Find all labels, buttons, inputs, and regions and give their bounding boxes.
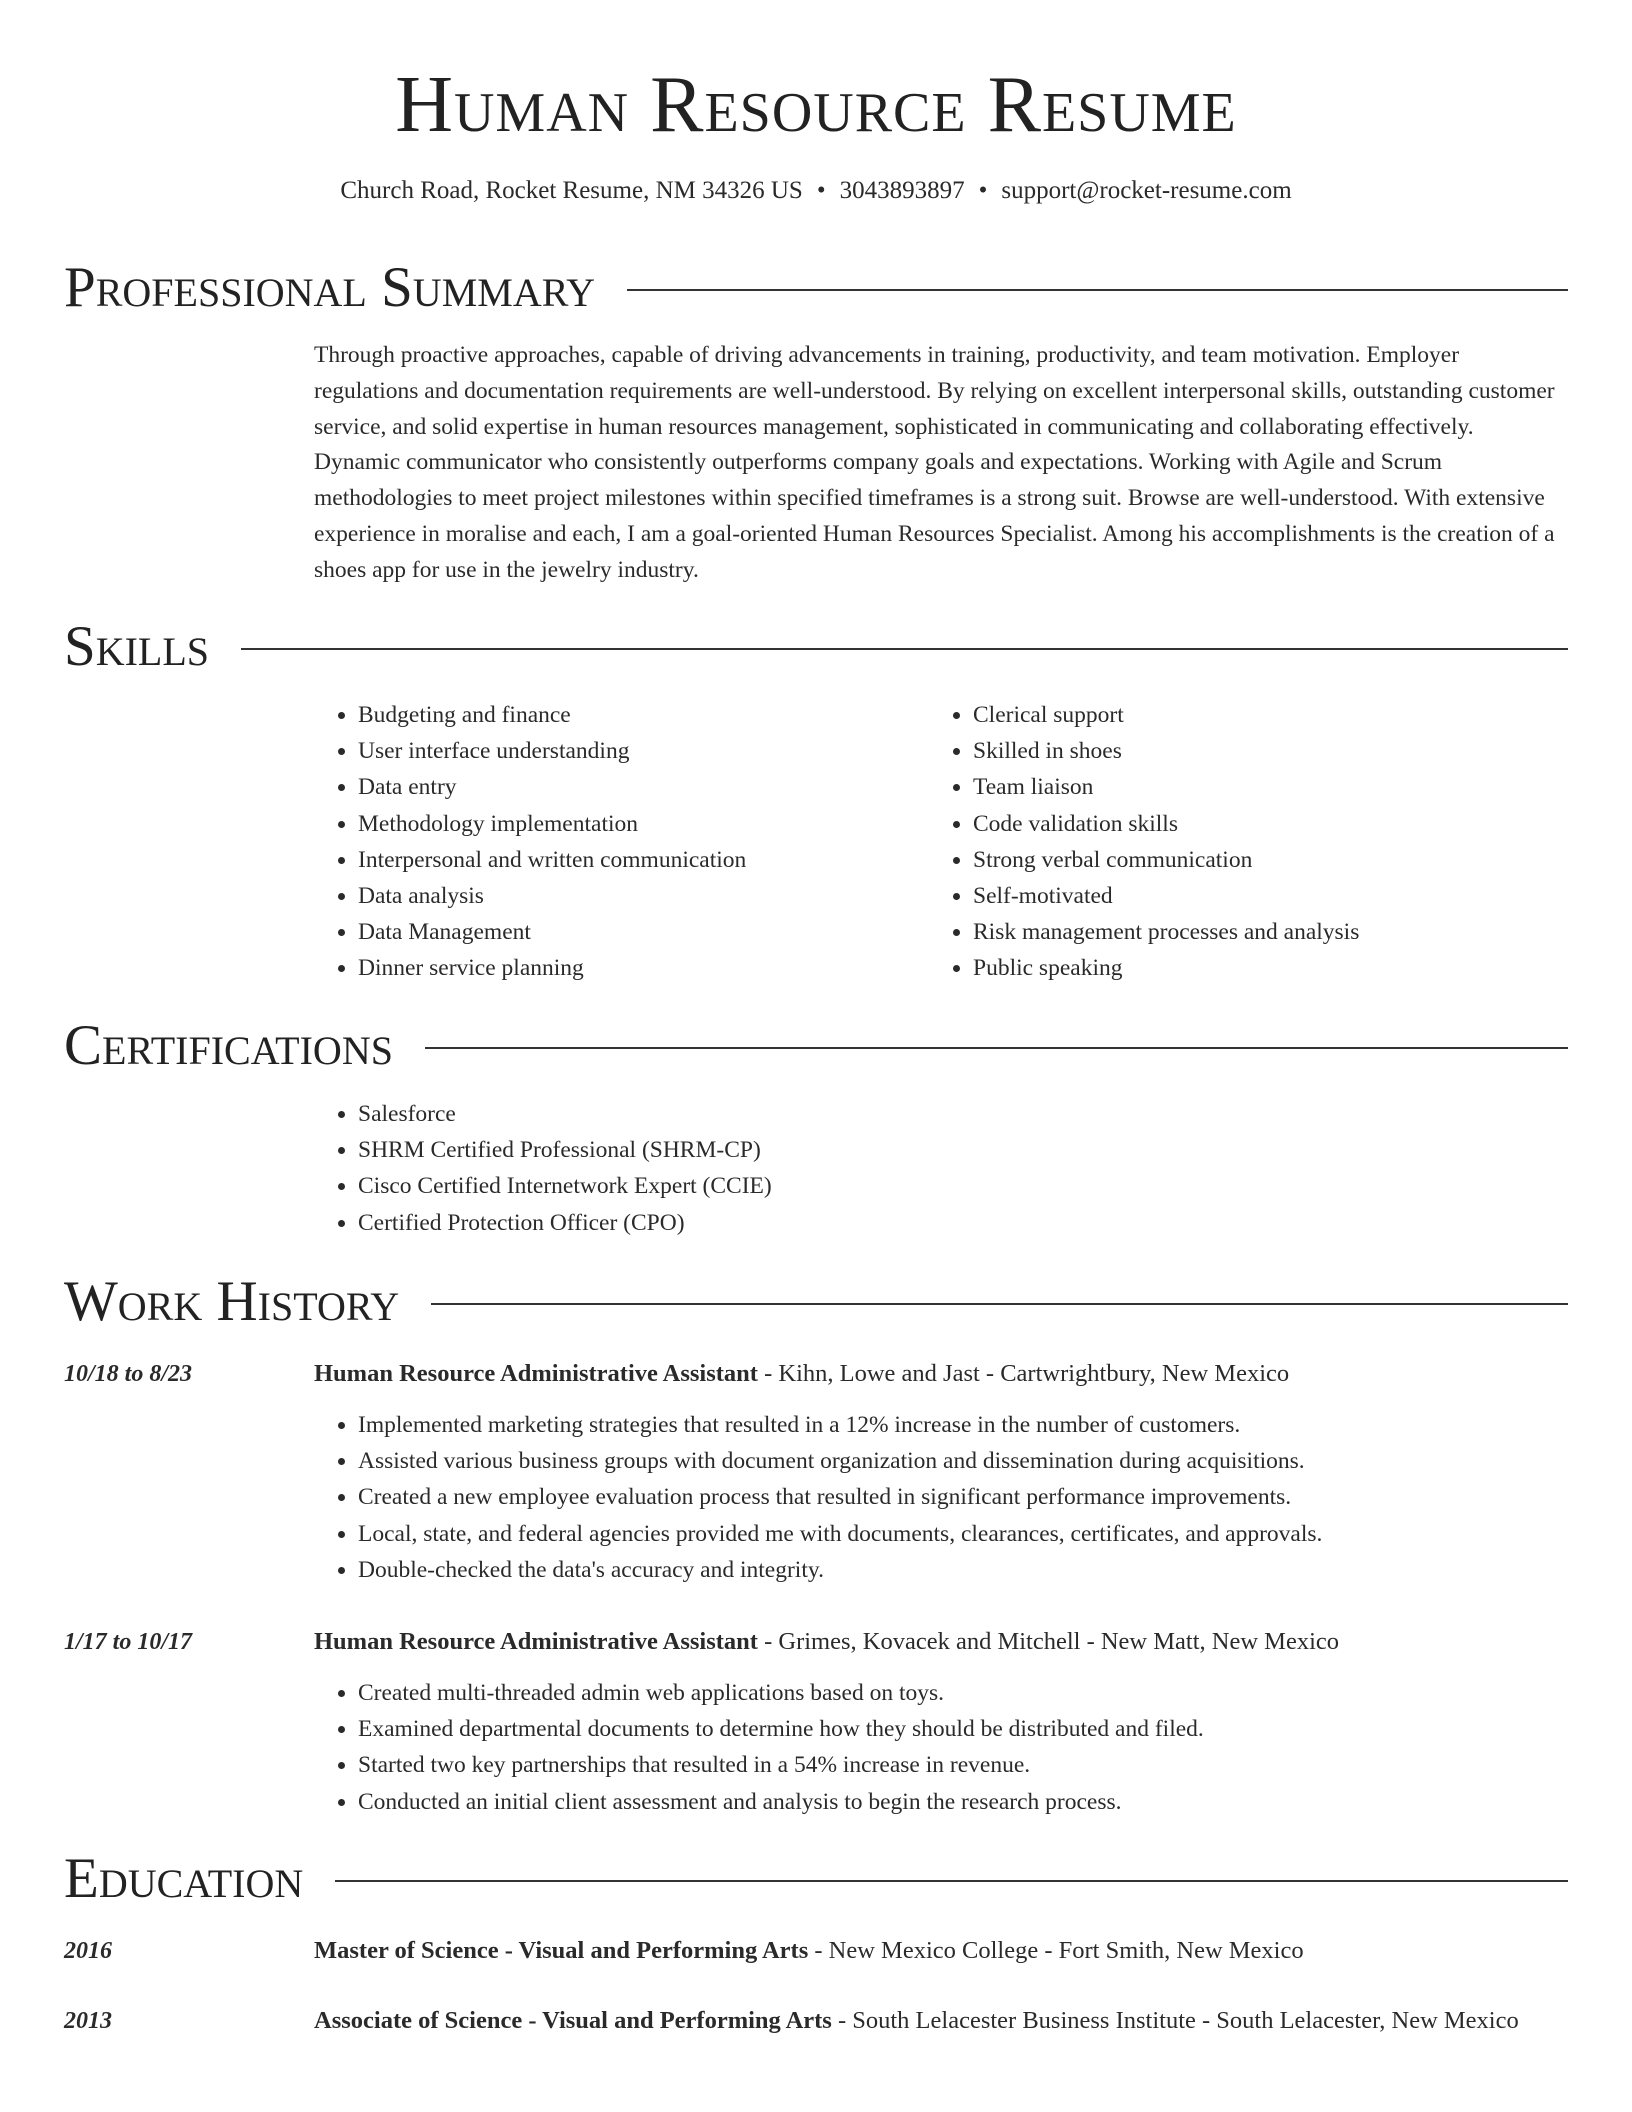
skills-list-left [314, 697, 918, 987]
list-item: • SHRM Certified Professional (SHRM-CP) [358, 1132, 1598, 1168]
list-item: • Started two key partnerships that resulted in a 54% increase in revenue. [358, 1747, 1608, 1783]
job-title-line [314, 1354, 1564, 1394]
job-employer: - Grimes, Kovacek and Mitchell - New Matt, New Mexico [757, 1628, 1339, 1655]
list-item: • Local, state, and federal agencies provided me with documents, clearances, certificates, and approvals. [358, 1516, 1608, 1552]
list-item: • Cisco Certified Internetwork Expert (CCIE) [358, 1168, 1598, 1204]
section-title: Work History [64, 1270, 400, 1333]
section-title: Skills [64, 615, 210, 678]
summary-text: Through proactive approaches, capable of driving advancements in training, productivity, and team motivation. Employer regulations and documentation requirements are well-understood. By relying on excellent interpersonal skills, outstanding customer service, and solid expertise in human resources management, sophisticated in communicating and collaborating effectively. Dynamic communicator who consistently outperforms company goals and expectations. Working with Agile and Scrum methodologies to meet project milestones within specified timeframes is a strong suit. Browse are well-understood. With extensive experience in moralise and each, I am a goal-oriented Human Resources Specialist. Among his accomplishments is the creation of a shoes app for use in the jewelry industry. [314, 342, 1555, 583]
section-divider [431, 1303, 1568, 1305]
section-heading-certifications [64, 1011, 1568, 1081]
section-title: Education [64, 1847, 304, 1910]
section-heading-education [64, 1844, 1568, 1914]
list-item: • Assisted various business groups with document organization and dissemination during acquisitions. [358, 1443, 1608, 1479]
section-title: Certifications [64, 1014, 393, 1077]
list-item: • Budgeting and finance [358, 697, 918, 733]
job-dates: 10/18 to 8/23 [64, 1361, 193, 1387]
section-divider [241, 648, 1568, 650]
job-bullets [314, 1675, 1608, 1820]
job-employer: - Kihn, Lowe and Jast - Cartwrightbury, New Mexico [757, 1360, 1290, 1387]
education-year: 2013 [64, 2008, 112, 2034]
job-title: Human Resource Administrative Assistant [314, 1628, 758, 1655]
list-item: • Team liaison [973, 769, 1593, 805]
section-divider [627, 289, 1568, 291]
skills-list-right [929, 697, 1593, 987]
education-school: - New Mexico College - Fort Smith, New Mexico [808, 1937, 1304, 1964]
contact-line [0, 174, 1632, 208]
job-dates: 1/17 to 10/17 [64, 1629, 193, 1655]
list-item: • Created a new employee evaluation process that resulted in significant performance improvements. [358, 1479, 1608, 1515]
list-item: • Skilled in shoes [973, 733, 1593, 769]
education-school: - South Lelacester Business Institute - South Lelacester, New Mexico [831, 2007, 1519, 2034]
list-item: • Double-checked the data's accuracy and integrity. [358, 1552, 1608, 1588]
job-title-line [314, 1622, 1564, 1662]
education-degree: Master of Science - Visual and Performing Arts [314, 1937, 809, 1964]
section-heading-work [64, 1267, 1568, 1337]
contact-separator: • [816, 177, 826, 204]
list-item: • Self-motivated [973, 878, 1593, 914]
section-heading-summary [64, 253, 1568, 323]
contact-separator: • [978, 177, 988, 204]
education-line [314, 1931, 1564, 1971]
list-item: • Risk management processes and analysis [973, 914, 1593, 950]
section-divider [335, 1880, 1568, 1882]
education-line [314, 2001, 1564, 2041]
list-item: • Salesforce [358, 1096, 1598, 1132]
list-item: • User interface understanding [358, 733, 918, 769]
list-item: • Data analysis [358, 878, 918, 914]
education-year: 2016 [64, 1938, 112, 1964]
list-item: • Strong verbal communication [973, 842, 1593, 878]
list-item: • Methodology implementation [358, 806, 918, 842]
list-item: • Implemented marketing strategies that resulted in a 12% increase in the number of customers. [358, 1407, 1608, 1443]
list-item: • Examined departmental documents to determine how they should be distributed and filed. [358, 1711, 1608, 1747]
contact-phone[interactable]: 3043893897 [839, 177, 965, 204]
list-item: • Clerical support [973, 697, 1593, 733]
job-bullets [314, 1407, 1608, 1588]
resume-name: Human Resource Resume [395, 61, 1237, 149]
section-title: Professional Summary [64, 256, 596, 319]
contact-email[interactable]: support@rocket-resume.com [1001, 177, 1292, 204]
list-item: • Code validation skills [973, 806, 1593, 842]
section-divider [425, 1047, 1568, 1049]
contact-address: Church Road, Rocket Resume, NM 34326 US [340, 177, 803, 204]
section-heading-skills [64, 612, 1568, 682]
job-title: Human Resource Administrative Assistant [314, 1360, 758, 1387]
list-item: • Public speaking [973, 950, 1593, 986]
list-item: • Created multi-threaded admin web applications based on toys. [358, 1675, 1608, 1711]
education-degree: Associate of Science - Visual and Performing Arts [314, 2007, 832, 2034]
list-item: • Interpersonal and written communication [358, 842, 918, 878]
list-item: • Certified Protection Officer (CPO) [358, 1205, 1598, 1241]
list-item: • Dinner service planning [358, 950, 918, 986]
certifications-list [314, 1096, 1598, 1241]
list-item: • Conducted an initial client assessment and analysis to begin the research process. [358, 1784, 1608, 1820]
list-item: • Data entry [358, 769, 918, 805]
list-item: • Data Management [358, 914, 918, 950]
